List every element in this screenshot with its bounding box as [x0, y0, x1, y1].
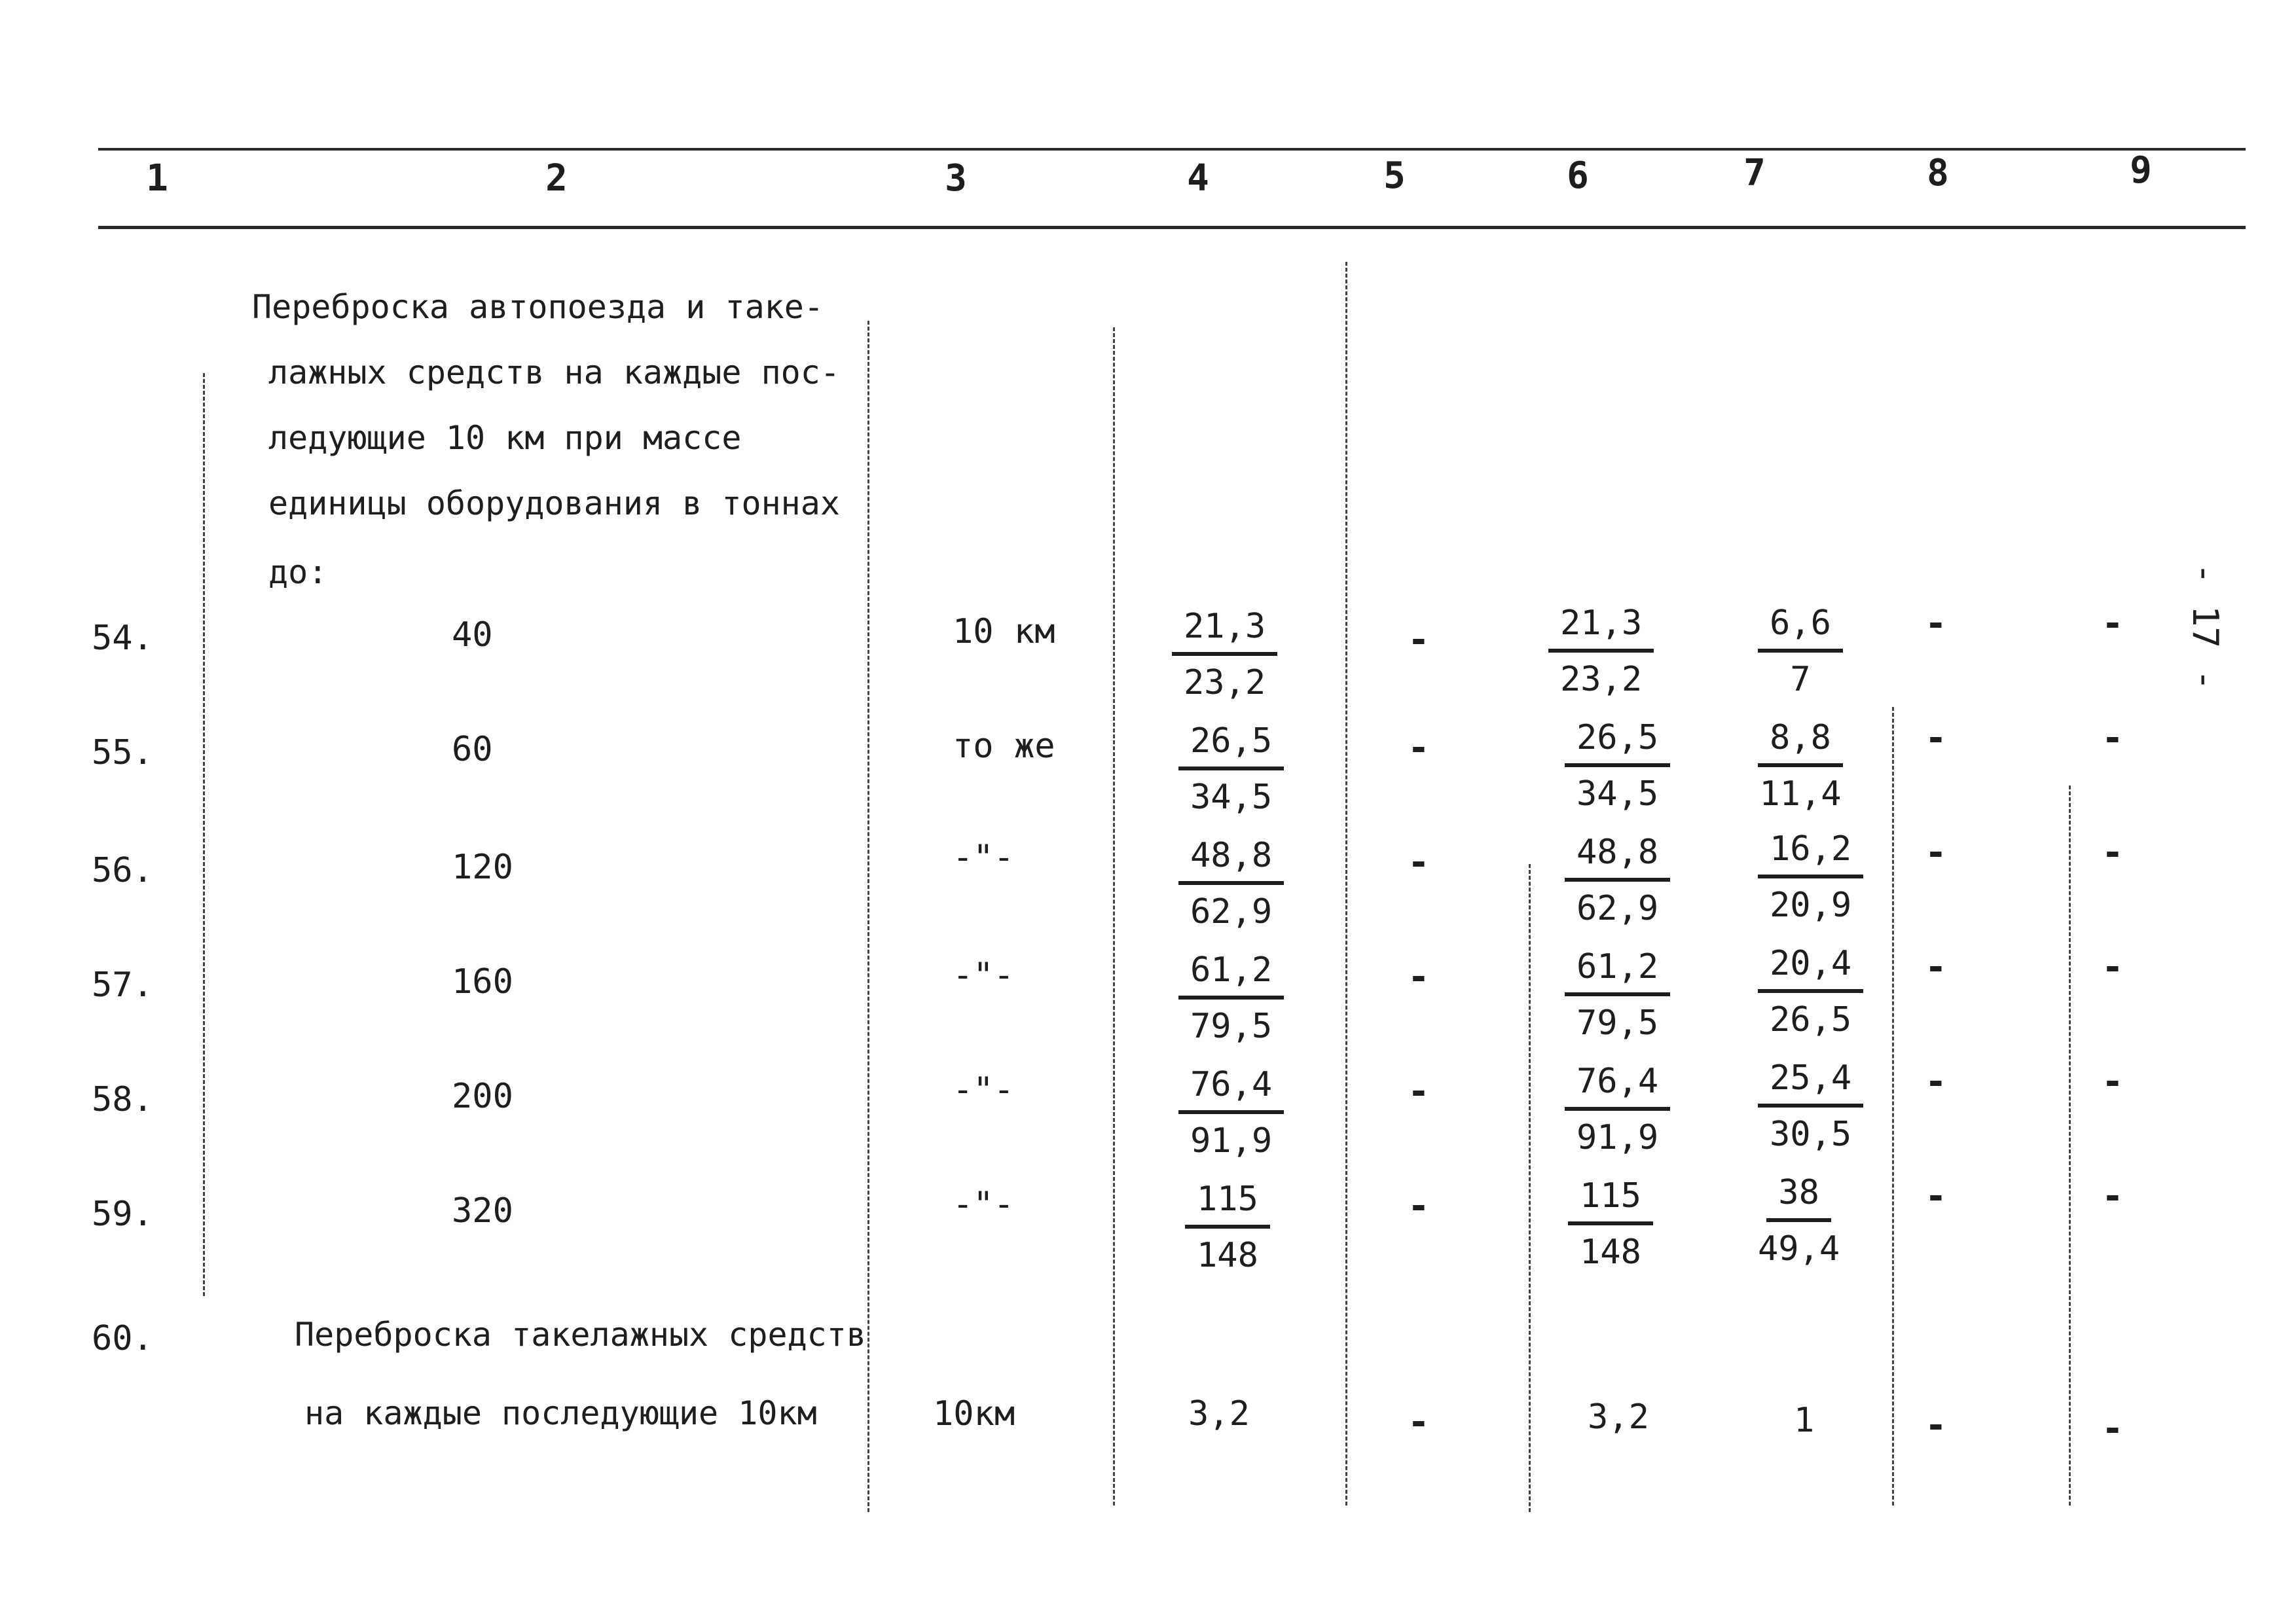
- row-unit: то же: [953, 727, 1055, 766]
- col4-bottom: 23,2: [1184, 663, 1266, 702]
- row-unit: -"-: [953, 838, 1014, 877]
- col9-value: -: [2102, 831, 2124, 874]
- column-header: 5: [1383, 154, 1406, 197]
- col7-fraction: [1758, 599, 1843, 704]
- column-header: 3: [945, 157, 967, 200]
- column-separator: [2069, 785, 2071, 1506]
- col7-fraction: [1758, 1054, 1863, 1159]
- col4-fraction: [1178, 831, 1284, 936]
- row-unit: 10 км: [953, 612, 1055, 651]
- row-unit: 10км: [933, 1394, 1015, 1434]
- row-description-line: на каждые последующие 10км: [304, 1394, 817, 1432]
- column-separator: [1113, 327, 1115, 1506]
- column-header: 8: [1927, 152, 1949, 194]
- col4-fraction: [1178, 1060, 1284, 1165]
- column-header: 7: [1743, 152, 1766, 194]
- col6-fraction: [1548, 599, 1654, 704]
- col4-top: 26,5: [1178, 717, 1284, 770]
- col9-value: -: [2102, 1407, 2124, 1450]
- col6-bottom: 79,5: [1576, 1003, 1659, 1043]
- col6-top: 21,3: [1548, 599, 1654, 653]
- col7-value: 1: [1794, 1401, 1815, 1440]
- column-header: 4: [1187, 157, 1209, 200]
- group-title-line: Переброска автопоезда и таке-: [252, 288, 824, 326]
- col9-value: -: [2102, 946, 2124, 988]
- col6-fraction: [1565, 1057, 1670, 1162]
- col7-fraction: [1758, 713, 1843, 818]
- col4-bottom: 62,9: [1190, 892, 1273, 931]
- col4-fraction: [1185, 1175, 1270, 1280]
- col8-value: -: [1925, 831, 1947, 874]
- row-number: 54.: [92, 619, 153, 658]
- row-description: 160: [452, 962, 513, 1001]
- col8-value: -: [1925, 1060, 1947, 1103]
- col4-fraction: [1178, 717, 1284, 821]
- column-separator: [1529, 864, 1531, 1512]
- col6-bottom: 148: [1580, 1233, 1641, 1272]
- col7-bottom: 30,5: [1770, 1115, 1852, 1154]
- col7-bottom: 20,9: [1770, 886, 1852, 925]
- column-separator: [1892, 707, 1894, 1506]
- col6-fraction: [1565, 943, 1670, 1047]
- col6-top: 26,5: [1565, 713, 1670, 767]
- col5-value: -: [1408, 1401, 1430, 1443]
- col7-bottom: 26,5: [1770, 1000, 1852, 1039]
- col4-bottom: 79,5: [1190, 1007, 1273, 1046]
- col5-value: -: [1408, 1185, 1430, 1227]
- col5-value: -: [1408, 956, 1430, 998]
- col6-bottom: 91,9: [1576, 1118, 1659, 1157]
- col7-fraction: [1758, 825, 1863, 929]
- row-number: 60.: [92, 1319, 153, 1358]
- group-title-line: до:: [268, 553, 328, 591]
- col7-fraction: [1758, 1168, 1840, 1273]
- row-description: 120: [452, 848, 513, 887]
- col7-bottom: 49,4: [1758, 1229, 1840, 1269]
- col5-value: -: [1408, 727, 1430, 769]
- col4-top: 48,8: [1178, 831, 1284, 885]
- group-title-line: единицы оборудования в тоннах: [268, 484, 840, 522]
- col6-top: 61,2: [1565, 943, 1670, 996]
- col4-top: 21,3: [1172, 602, 1277, 656]
- col7-bottom: 11,4: [1759, 774, 1842, 814]
- col7-top: 16,2: [1758, 825, 1863, 878]
- column-separator: [203, 373, 205, 1296]
- col4-fraction: [1178, 946, 1284, 1051]
- col6-top: 115: [1568, 1172, 1653, 1225]
- header-bottom-rule: [98, 226, 2246, 229]
- row-description: 200: [452, 1077, 513, 1116]
- col5-value: -: [1408, 619, 1430, 661]
- row-description: 40: [452, 615, 493, 655]
- col8-value: -: [1925, 1175, 1947, 1218]
- col6-fraction: [1568, 1172, 1653, 1276]
- col8-value: -: [1925, 602, 1947, 645]
- row-description: 60: [452, 730, 493, 769]
- row-number: 59.: [92, 1195, 153, 1234]
- col9-value: -: [2102, 1175, 2124, 1218]
- col7-top: 8,8: [1758, 713, 1843, 767]
- row-description-line: Переброска такелажных средств: [295, 1316, 866, 1354]
- page-number: - 17 -: [2185, 563, 2226, 691]
- col4-fraction: [1172, 602, 1277, 707]
- row-number: 57.: [92, 965, 153, 1005]
- col7-top: 38: [1766, 1168, 1831, 1222]
- col9-value: -: [2102, 1060, 2124, 1103]
- header-top-rule: [98, 148, 2246, 151]
- column-header: 9: [2130, 149, 2152, 192]
- col6-bottom: 34,5: [1576, 774, 1659, 814]
- row-number: 58.: [92, 1080, 153, 1119]
- row-description: 320: [452, 1191, 513, 1231]
- col7-top: 20,4: [1758, 939, 1863, 993]
- col8-value: -: [1925, 946, 1947, 988]
- col7-bottom: 7: [1790, 660, 1811, 699]
- group-title-line: ледующие 10 км при массе: [268, 419, 742, 457]
- col9-value: -: [2102, 717, 2124, 759]
- col8-value: -: [1925, 1404, 1947, 1447]
- row-number: 55.: [92, 733, 153, 772]
- column-separator: [867, 321, 869, 1512]
- col6-top: 76,4: [1565, 1057, 1670, 1111]
- row-unit: -"-: [953, 956, 1014, 995]
- col4-top: 61,2: [1178, 946, 1284, 1000]
- column-header: 1: [146, 157, 168, 200]
- col4-top: 115: [1185, 1175, 1270, 1229]
- col5-value: -: [1408, 1070, 1430, 1113]
- col4-top: 76,4: [1178, 1060, 1284, 1114]
- col7-fraction: [1758, 939, 1863, 1044]
- col7-top: 25,4: [1758, 1054, 1863, 1108]
- col6-top: 48,8: [1565, 828, 1670, 882]
- group-title-line: лажных средств на каждые пос-: [268, 353, 840, 391]
- col6-fraction: [1565, 828, 1670, 933]
- row-unit: -"-: [953, 1070, 1014, 1110]
- row-unit: -"-: [953, 1185, 1014, 1224]
- col4-bottom: 91,9: [1190, 1121, 1273, 1161]
- col7-top: 6,6: [1758, 599, 1843, 653]
- col6-bottom: 62,9: [1576, 889, 1659, 928]
- col6-bottom: 23,2: [1560, 660, 1643, 699]
- col6-fraction: [1565, 713, 1670, 818]
- column-header: 6: [1567, 154, 1589, 197]
- col5-value: -: [1408, 841, 1430, 884]
- col9-value: -: [2102, 602, 2124, 645]
- col4-bottom: 148: [1197, 1236, 1258, 1275]
- col6-value: 3,2: [1588, 1398, 1649, 1437]
- row-number: 56.: [92, 851, 153, 890]
- col4-value: 3,2: [1188, 1394, 1250, 1434]
- column-separator: [1345, 262, 1347, 1506]
- col4-bottom: 34,5: [1190, 778, 1273, 817]
- col8-value: -: [1925, 717, 1947, 759]
- column-header: 2: [545, 157, 568, 200]
